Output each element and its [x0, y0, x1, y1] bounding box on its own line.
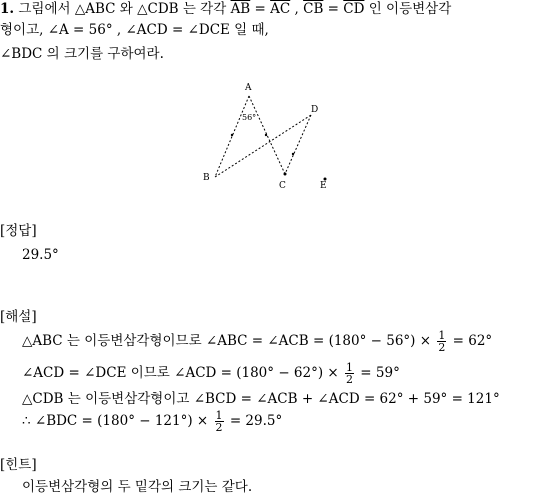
problem-line-1: [0, 0, 451, 18]
tick-ab: [231, 134, 233, 136]
label-e: E: [320, 181, 327, 191]
fraction-1-numerator: 1: [438, 329, 446, 342]
tick-cd: [292, 153, 294, 155]
label-b: B: [203, 173, 210, 183]
hint-text: 이등변삼각형의 두 밑각의 크기는 같다.: [22, 479, 253, 495]
fraction-4-numerator: 1: [215, 409, 223, 422]
explanation-line-4: [22, 408, 282, 434]
fraction-1: [437, 330, 446, 353]
fraction-2-numerator: 1: [346, 361, 354, 374]
segment-cb: $\overline{CB}$: [303, 1, 324, 17]
explanation-4a: ∴ ∠BDC = (180° − 121°) ×: [22, 413, 213, 429]
segment-ac: $\overline{AC}$: [270, 1, 291, 17]
answer-header: [정답]: [0, 223, 37, 239]
segment-line-dc: [285, 115, 311, 174]
fraction-4: [215, 410, 224, 433]
explanation-1b: = 62°: [448, 333, 493, 349]
label-c: C: [279, 181, 286, 191]
problem-number: 1.: [0, 1, 15, 17]
explanation-1a: △ABC 는 이등변삼각형이므로 ∠ABC = ∠ACB = (180° − 56°) ×: [22, 333, 436, 349]
segment-ab: $\overline{AB}$: [230, 1, 251, 17]
explanation-2a: ∠ACD = ∠DCE 이므로 ∠ACD = (180° − 62°) ×: [22, 365, 344, 381]
segment-cd: $\overline{CD}$: [343, 1, 365, 17]
problem-line-2: 형이고, ∠A = 56° , ∠ACD = ∠DCE 일 때,: [0, 22, 269, 38]
explanation-header: [해설]: [0, 309, 37, 325]
angle-label: 56°: [242, 113, 257, 122]
fraction-1-denominator: 2: [438, 341, 446, 354]
explanation-4b: = 29.5°: [225, 413, 283, 429]
explanation-2b: = 59°: [356, 365, 400, 381]
answer-value: 29.5°: [22, 247, 59, 263]
problem-text-1b: 인 이등변삼각: [364, 1, 452, 17]
problem-line-3: ∠BDC 의 크기를 구하여라.: [0, 46, 164, 62]
label-d: D: [311, 105, 319, 115]
separator: ,: [290, 1, 304, 17]
fraction-2: [345, 362, 354, 385]
label-a: A: [245, 83, 252, 93]
tick-ac: [265, 134, 267, 136]
segment-line-bd: [215, 115, 311, 177]
hint-header: [힌트]: [0, 457, 37, 473]
segment-line-ab: [215, 96, 249, 177]
point-c: [284, 173, 287, 176]
explanation-line-3: △CDB 는 이등변삼각형이고 ∠BCD = ∠ACB + ∠ACD = 62° + 59° = 121°: [22, 391, 500, 407]
equals-2: =: [323, 1, 344, 17]
problem-text-1a: 그림에서 △ABC 와 △CDB 는 각각: [18, 1, 231, 17]
fraction-2-denominator: 2: [346, 373, 354, 386]
triangle-figure: [195, 78, 340, 193]
equals-1: =: [250, 1, 271, 17]
explanation-line-1: [22, 328, 492, 354]
fraction-4-denominator: 2: [215, 421, 223, 434]
explanation-line-2: [22, 360, 400, 386]
